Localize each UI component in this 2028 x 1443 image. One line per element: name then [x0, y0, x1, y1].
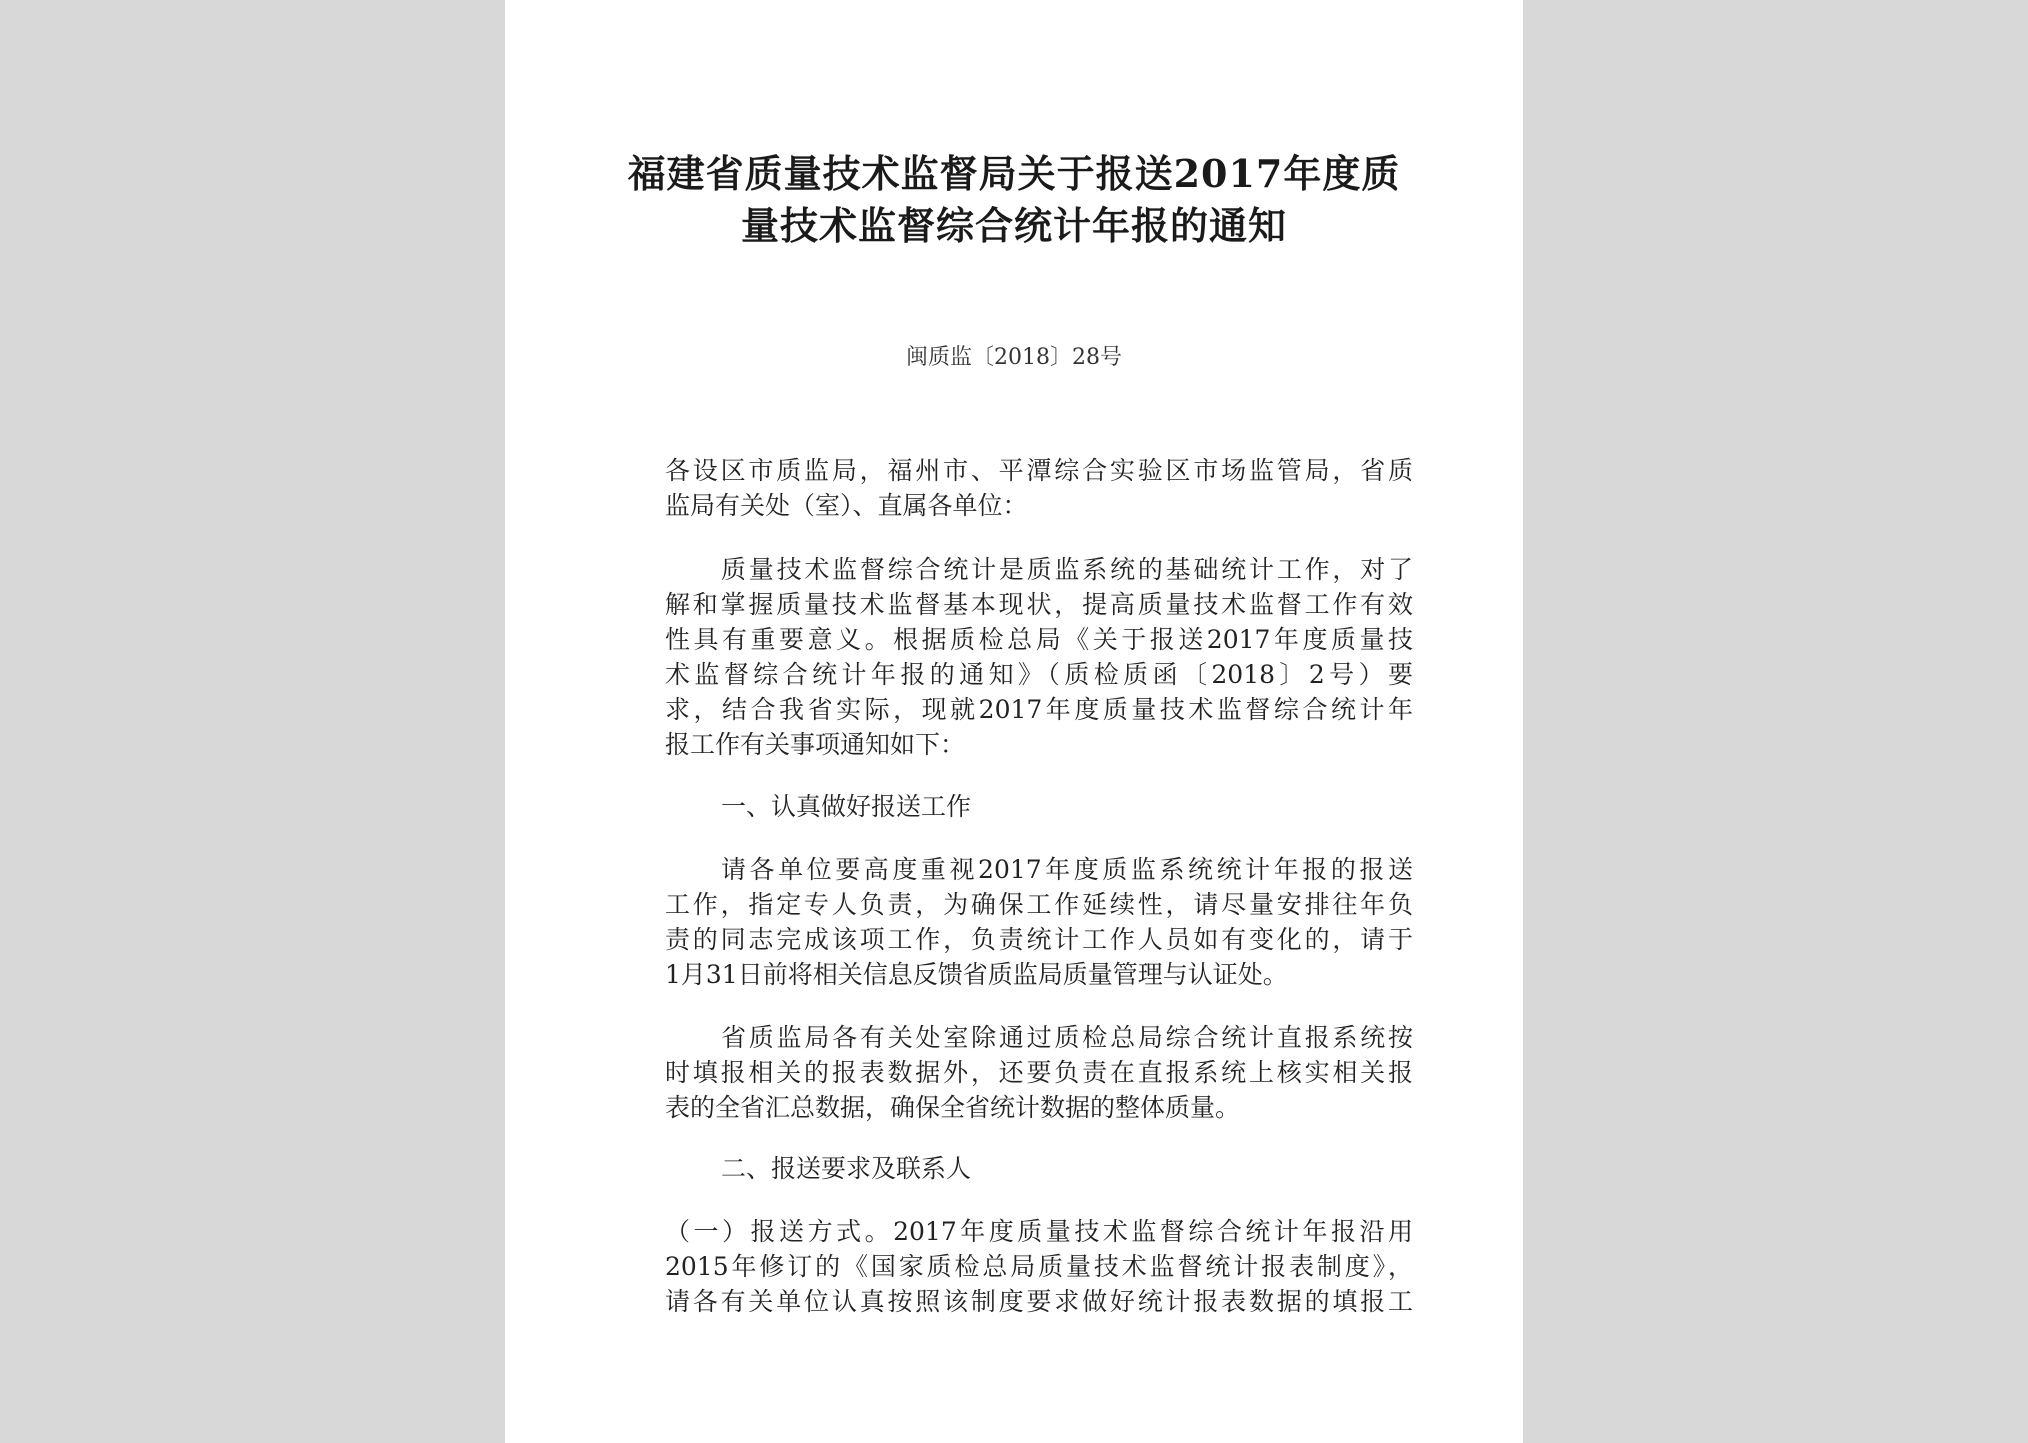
paragraph-line: 解和掌握质量技术监督基本现状，提高质量技术监督工作有效: [665, 590, 1413, 619]
document-page: [505, 0, 1523, 1443]
paragraph-line: 工作，指定专人负责，为确保工作延续性，请尽量安排往年负: [665, 890, 1413, 919]
paragraph-line: 责的同志完成该项工作，负责统计工作人员如有变化的，请于: [665, 925, 1413, 954]
paragraph-line: 2015年修订的《国家质检总局质量技术监督统计报表制度》，: [665, 1252, 1413, 1281]
paragraph-line: 省质监局各有关处室除通过质检总局综合统计直报系统按: [721, 1023, 1413, 1052]
document-number: 闽质监〔2018〕28号: [906, 345, 1122, 370]
paragraph-line: 时填报相关的报表数据外，还要负责在直报系统上核实相关报: [665, 1058, 1413, 1087]
paragraph-line: 性具有重要意义。根据质检总局《关于报送2017年度质量技: [665, 625, 1413, 654]
paragraph-line: 表的全省汇总数据，确保全省统计数据的整体质量。: [665, 1093, 1241, 1122]
paragraph-line: 求，结合我省实际，现就2017年度质量技术监督综合统计年: [665, 695, 1413, 724]
addressee-line: 各设区市质监局，福州市、平潭综合实验区市场监管局，省质: [665, 456, 1413, 485]
paragraph-line: （一）报送方式。2017年度质量技术监督综合统计年报沿用: [665, 1217, 1413, 1246]
section-heading: 二、报送要求及联系人: [721, 1154, 972, 1183]
paragraph-line: 质量技术监督综合统计是质监系统的基础统计工作，对了: [721, 555, 1413, 584]
document-title-line-2: 量技术监督综合统计年报的通知: [740, 203, 1287, 248]
paragraph-line: 报工作有关事项通知如下：: [665, 730, 966, 759]
document-title-line-1: 福建省质量技术监督局关于报送2017年度质: [627, 151, 1401, 196]
paragraph-line: 请各有关单位认真按照该制度要求做好统计报表数据的填报工: [665, 1287, 1413, 1316]
paragraph-line: 1月31日前将相关信息反馈省质监局质量管理与认证处。: [665, 960, 1288, 989]
paragraph-line: 术监督综合统计年报的通知》（质检质函〔2018〕2号）要: [665, 660, 1413, 689]
addressee-line: 监局有关处（室）、直属各单位：: [665, 491, 1028, 520]
section-heading: 一、认真做好报送工作: [721, 792, 972, 821]
paragraph-line: 请各单位要高度重视2017年度质监系统统计年报的报送: [721, 855, 1413, 884]
